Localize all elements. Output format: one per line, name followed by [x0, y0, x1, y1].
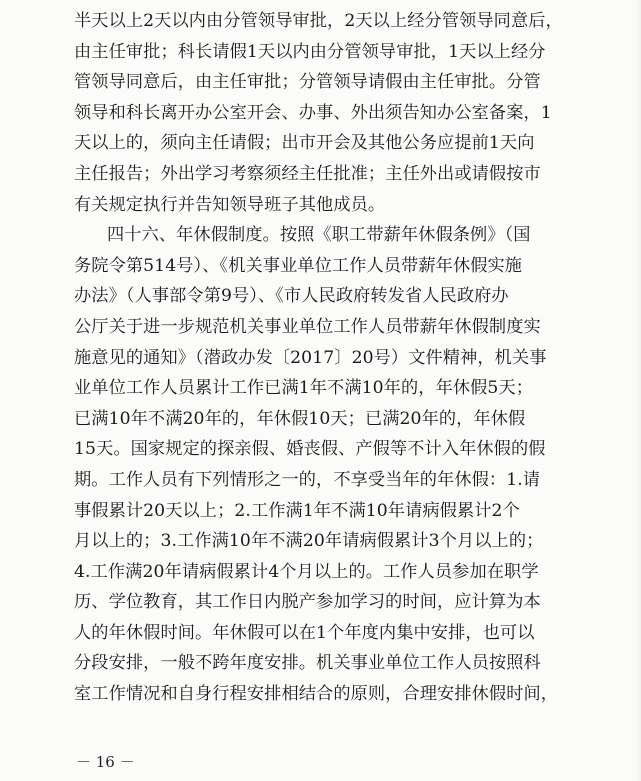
text-line: 领导和科长离开办公室开会、办事、外出须告知办公室备案，1 [74, 102, 552, 123]
scan-edge-shadow [635, 0, 641, 781]
text-line: 分段安排，一般不跨年度安排。机关事业单位工作人员按照科 [74, 653, 541, 674]
text-line: 公厅关于进一步规范机关事业单位工作人员带薪年休假制度实 [74, 316, 541, 337]
text-line: 室工作情况和自身行程安排相结合的原则，合理安排休假时间， [74, 684, 559, 705]
text-line: 已满10年不满20年的，年休假10天；已满20年的，年休假 [74, 408, 526, 429]
text-line: 天以上的，须向主任请假；出市开会及其他公务应提前1天向 [74, 133, 535, 154]
text-line: 务院令第514号）、《机关事业单位工作人员带薪年休假实施 [74, 255, 523, 276]
text-line: 由主任审批；科长请假1天以内由分管领导审批，1天以上经分 [74, 41, 546, 62]
text-line: 15天。国家规定的探亲假、婚丧假、产假等不计入年休假的假 [74, 439, 546, 460]
text-line: 主任报告；外出学习考察须经主任批准；主任外出或请假按市 [74, 163, 541, 184]
text-line: 业单位工作人员累计工作已满1年不满10年的，年休假5天； [74, 378, 534, 399]
text-line: 历、学位教育，其工作日内脱产参加学习的时间，应计算为本 [74, 592, 541, 613]
text-line: 期。工作人员有下列情形之一的，不享受当年的年休假：1.请 [74, 469, 541, 490]
text-line: 人的年休假时间。年休假可以在1个年度内集中安排，也可以 [74, 622, 535, 643]
page-number: － 16 － [76, 753, 135, 771]
text-line: 有关规定执行并告知领导班子其他成员。 [74, 194, 386, 215]
text-line: 施意见的通知》（潜政办发〔2017〕20号）文件精神，机关事 [74, 347, 547, 368]
text-line: 办法》（人事部令第9号）、《市人民政府转发省人民政府办 [74, 286, 509, 307]
text-line: 半天以上2天以内由分管领导审批，2天以上经分管领导同意后， [74, 11, 563, 31]
body-text [74, 6, 574, 710]
text-line: 事假累计20天以上；2.工作满1年不满10年请病假累计2个 [74, 500, 520, 521]
text-line: 4.工作满20年请病假累计4个月以上的。工作人员参加在职学 [74, 561, 539, 582]
paragraph-start-line: 四十六、年休假制度。按照《职工带薪年休假条例》（国 [107, 225, 531, 246]
text-line: 月以上的；3.工作满10年不满20年请病假累计3个月以上的； [74, 531, 544, 552]
text-line: 管领导同意后，由主任审批；分管领导请假由主任审批。分管 [74, 72, 541, 93]
